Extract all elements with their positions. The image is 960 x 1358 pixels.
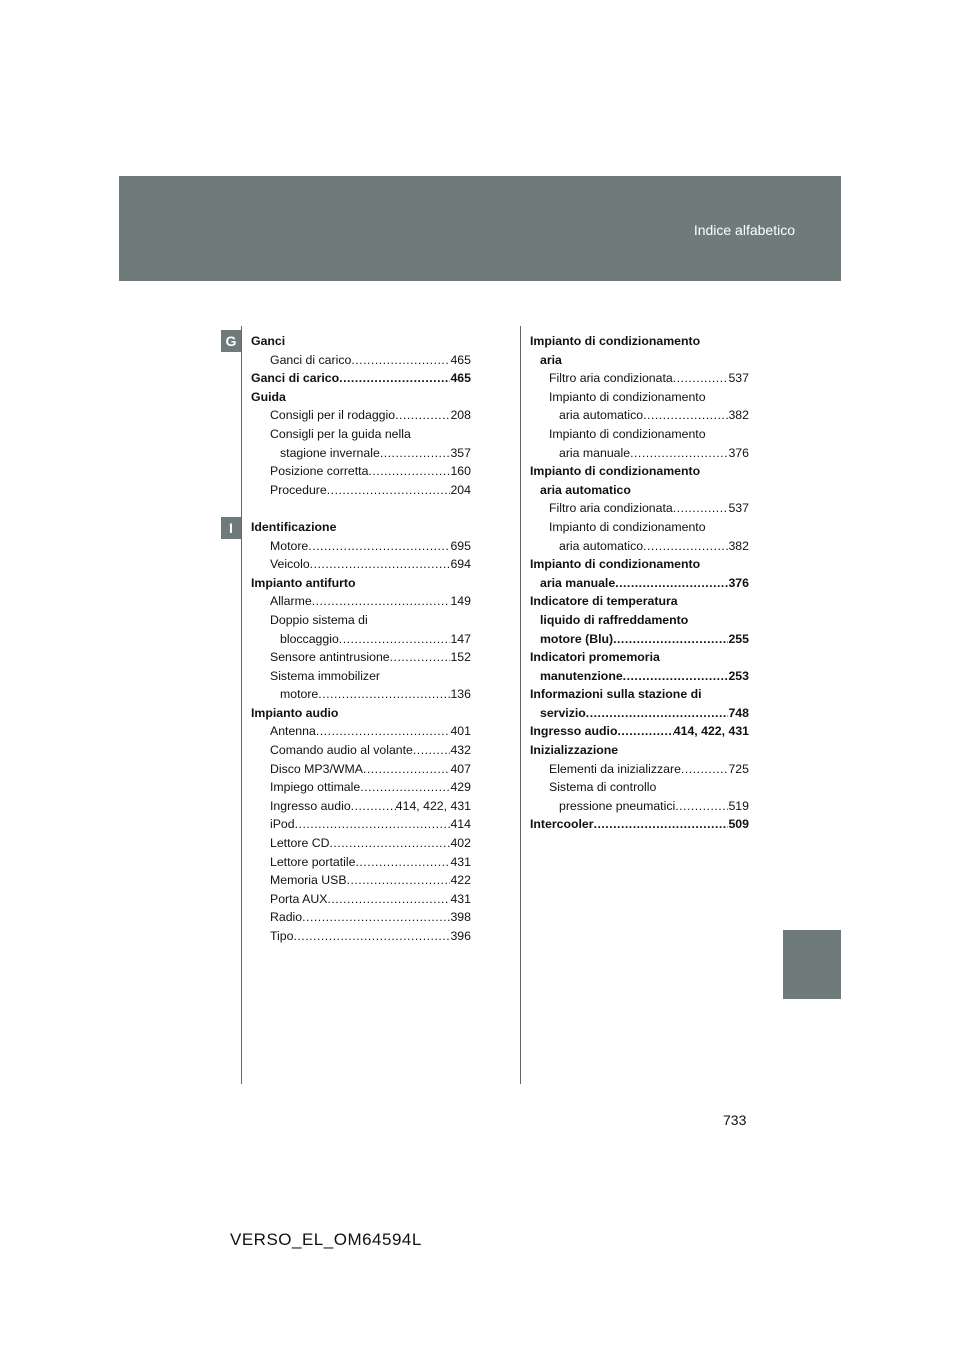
index-entry-text: Sistema immobilizer	[270, 668, 381, 683]
column-divider-left	[241, 326, 242, 1084]
index-entry[interactable]: Ingresso audio ..... 414, 422, 431	[530, 722, 749, 741]
index-entry[interactable]: Disco MP3/WMA ..... 407	[251, 760, 471, 779]
index-entry[interactable]: stagione invernale ..... 357	[251, 444, 471, 463]
index-entry-text: Impianto di condizionamento	[549, 389, 706, 404]
index-heading: Ganci	[251, 334, 286, 348]
index-column-right	[530, 332, 749, 834]
index-entry[interactable]: Allarme ..... 149	[251, 592, 471, 611]
index-heading: Impianto di condizionamento	[530, 334, 701, 348]
index-heading: Indicatore di temperatura	[530, 594, 678, 609]
index-heading: Indicatori promemoria	[530, 650, 660, 665]
index-entry[interactable]: aria automatico ..... 382	[530, 406, 749, 425]
index-heading: Impianto di condizionamento	[530, 557, 701, 572]
index-entry[interactable]: motore ..... 136	[251, 685, 471, 704]
index-entry[interactable]: aria manuale ..... 376	[530, 574, 749, 593]
index-heading: aria	[540, 352, 562, 367]
letter-i-marker: I	[221, 517, 241, 539]
index-heading: Guida	[251, 389, 286, 404]
index-entry[interactable]: Tipo ..... 396	[251, 927, 471, 946]
index-heading: liquido di raffreddamento	[540, 612, 689, 627]
index-heading: Impianto audio	[251, 705, 339, 720]
index-column-left	[251, 332, 471, 946]
column-divider-middle	[520, 326, 521, 1084]
index-entry[interactable]: Ganci di carico ..... 465	[251, 351, 471, 370]
index-entry[interactable]: Elementi da inizializzare ..... 725	[530, 760, 749, 779]
index-entry[interactable]: Lettore portatile ..... 431	[251, 853, 471, 872]
index-entry[interactable]: Ganci di carico ..... 465	[251, 369, 471, 388]
index-entry[interactable]: iPod ..... 414	[251, 815, 471, 834]
index-entry[interactable]: Antenna ..... 401	[251, 722, 471, 741]
letter-g-marker: G	[221, 330, 241, 352]
document-code: VERSO_EL_OM64594L	[230, 1230, 422, 1249]
index-entry[interactable]: Lettore CD ..... 402	[251, 834, 471, 853]
index-entry[interactable]: servizio ..... 748	[530, 704, 749, 723]
index-entry-text: Impianto di condizionamento	[549, 426, 706, 441]
index-entry[interactable]: Consigli per il rodaggio ..... 208	[251, 406, 471, 425]
section-title: Indice alfabetico	[693, 222, 795, 238]
index-entry[interactable]: aria manuale ..... 376	[530, 444, 749, 463]
index-entry[interactable]: Intercooler ..... 509	[530, 815, 749, 834]
index-entry-text: Doppio sistema di	[270, 612, 368, 627]
header-bar	[119, 176, 841, 281]
index-entry[interactable]: Comando audio al volante ..... 432	[251, 741, 471, 760]
page-number: 733	[723, 1112, 747, 1128]
index-entry[interactable]: Motore ..... 695	[251, 537, 471, 556]
index-entry[interactable]: motore (Blu) ..... 255	[530, 630, 749, 649]
index-entry[interactable]: Radio ..... 398	[251, 908, 471, 927]
index-entry[interactable]: Filtro aria condizionata ..... 537	[530, 499, 749, 518]
index-entry[interactable]: aria automatico ..... 382	[530, 537, 749, 556]
index-heading: Impianto di condizionamento	[530, 464, 701, 479]
index-heading: Identificazione	[251, 519, 337, 534]
section-side-tab	[783, 930, 841, 999]
index-entry[interactable]: bloccaggio ..... 147	[251, 630, 471, 649]
index-heading: Impianto antifurto	[251, 575, 356, 590]
index-entry[interactable]: Filtro aria condizionata ..... 537	[530, 369, 749, 388]
index-entry[interactable]: Ingresso audio ..... 414, 422, 431	[251, 797, 471, 816]
index-entry-text: Consigli per la guida nella	[270, 426, 411, 441]
index-heading: Informazioni sulla stazione di	[530, 687, 702, 702]
index-entry[interactable]: pressione pneumatici ..... 519	[530, 797, 749, 816]
index-entry-text: Impianto di condizionamento	[549, 519, 706, 534]
index-entry[interactable]: Posizione corretta ..... 160	[251, 462, 471, 481]
index-entry[interactable]: Impiego ottimale ..... 429	[251, 778, 471, 797]
index-entry[interactable]: Veicolo ..... 694	[251, 555, 471, 574]
index-entry[interactable]: manutenzione ..... 253	[530, 667, 749, 686]
index-entry-text: Sistema di controllo	[549, 780, 657, 795]
index-entry[interactable]: Procedure ..... 204	[251, 481, 471, 500]
index-heading: Inizializzazione	[530, 743, 619, 758]
index-entry[interactable]: Sensore antintrusione ..... 152	[251, 648, 471, 667]
index-heading: aria automatico	[540, 482, 631, 497]
index-entry[interactable]: Memoria USB ..... 422	[251, 871, 471, 890]
index-entry[interactable]: Porta AUX ..... 431	[251, 890, 471, 909]
